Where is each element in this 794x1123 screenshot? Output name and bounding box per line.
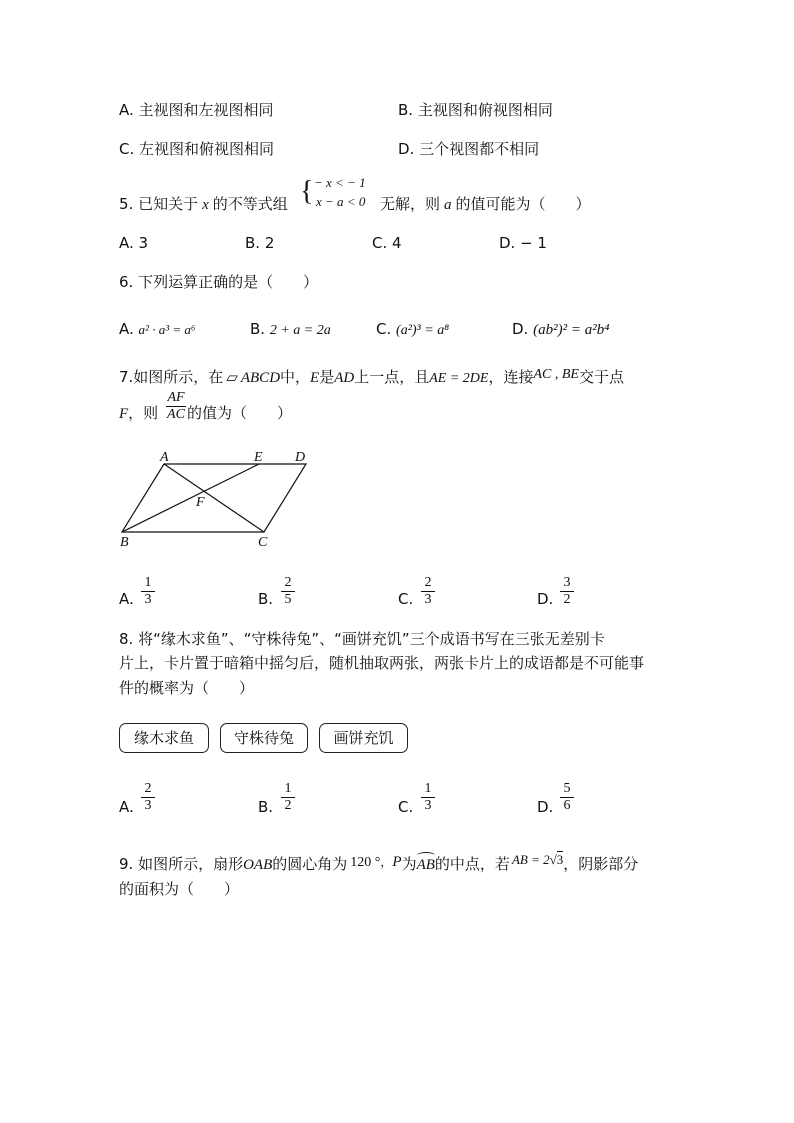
q7-parallelogram-figure xyxy=(110,446,320,552)
q8-option-c-fraction: 1 3 xyxy=(421,782,435,813)
q9-line-1: 9. 如图所示，扇形OAB的圆心角为 120 °，P为 AB的中点，若 AB = 2√3，阴影部分 xyxy=(119,852,639,873)
q4-option-c: C. 左视图和俯视图相同 xyxy=(119,140,275,158)
q8-option-b-label: B. xyxy=(258,798,274,816)
q8-line-3: 件的概率为（ ） xyxy=(119,679,255,697)
q5-stem: 5. 已知关于 x 的不等式组 xyxy=(119,195,288,213)
q7-option-d-label: D. xyxy=(537,590,554,608)
q8-line-1: 8. 将“缘木求鱼”、“守株待兔”、“画饼充饥”三个成语书写在三张无差别卡 xyxy=(119,630,605,648)
q5-option-a: A. 3 xyxy=(119,234,149,252)
q5-option-c: C. 4 xyxy=(372,234,402,252)
idiom-card-1: 缘木求鱼 xyxy=(119,723,209,753)
q5-stem-end: 无解，则 a 的值可能为（ ） xyxy=(380,195,591,213)
q7-line-1: 7.如图所示，在 ▱ ABCD中，E是AD上一点，且AE = 2DE，连接AC , BE交于点 xyxy=(119,367,624,386)
q6-option-d: D. (ab²)² = a²b⁴ xyxy=(512,320,610,338)
arc-ab: AB xyxy=(417,856,435,874)
q7-option-a-label: A. xyxy=(119,590,134,608)
q7-line-2-start: F，则 xyxy=(119,404,159,422)
q8-option-a-fraction: 2 3 xyxy=(141,782,155,813)
q6-option-a: A. a² · a³ = a⁶ xyxy=(119,320,196,338)
label-e: E xyxy=(254,450,263,465)
idiom-card-3: 画饼充饥 xyxy=(319,723,408,753)
q5-inequality-1: − x < − 1 xyxy=(314,175,366,190)
q8-option-c-label: C. xyxy=(398,798,414,816)
q7-option-a-fraction: 1 3 xyxy=(141,576,155,607)
label-d: D xyxy=(295,450,306,465)
label-a: A xyxy=(160,450,169,465)
label-f: F xyxy=(196,495,205,510)
q7-option-b-label: B. xyxy=(258,590,274,608)
q8-option-b-fraction: 1 2 xyxy=(281,782,295,813)
q4-option-a: A. 主视图和左视图相同 xyxy=(119,101,274,119)
q5-option-d: D. − 1 xyxy=(499,234,547,252)
q5-inequality-2: x − a < 0 xyxy=(316,194,366,209)
q4-option-d: D. 三个视图都不相同 xyxy=(398,140,540,158)
q8-option-d-fraction: 5 6 xyxy=(560,782,574,813)
q7-option-c-fraction: 2 3 xyxy=(421,576,435,607)
q9-line-2: 的面积为（ ） xyxy=(119,880,240,898)
q6-option-b: B. 2 + a = 2a xyxy=(250,320,331,338)
q8-option-a-label: A. xyxy=(119,798,134,816)
q8-line-2: 片上，卡片置于暗箱中摇匀后，随机抽取两张，两张卡片上的成语都是不可能事 xyxy=(119,654,645,672)
label-b: B xyxy=(120,535,129,550)
q4-option-b: B. 主视图和俯视图相同 xyxy=(398,101,553,119)
q7-fraction-af-ac: AF AC xyxy=(167,390,185,422)
q7-option-d-fraction: 3 2 xyxy=(560,576,574,607)
q7-line-2-end: 的值为（ ） xyxy=(187,404,293,422)
q5-brace: { xyxy=(300,176,314,207)
idiom-card-2: 守株待兔 xyxy=(220,723,308,753)
q5-option-b: B. 2 xyxy=(245,234,275,252)
q8-option-d-label: D. xyxy=(537,798,554,816)
q6-option-c: C. (a²)³ = a⁸ xyxy=(376,320,450,338)
label-c: C xyxy=(258,535,268,550)
q7-option-b-fraction: 2 5 xyxy=(281,576,295,607)
q7-option-c-label: C. xyxy=(398,590,414,608)
q6-stem: 6. 下列运算正确的是（ ） xyxy=(119,273,319,291)
